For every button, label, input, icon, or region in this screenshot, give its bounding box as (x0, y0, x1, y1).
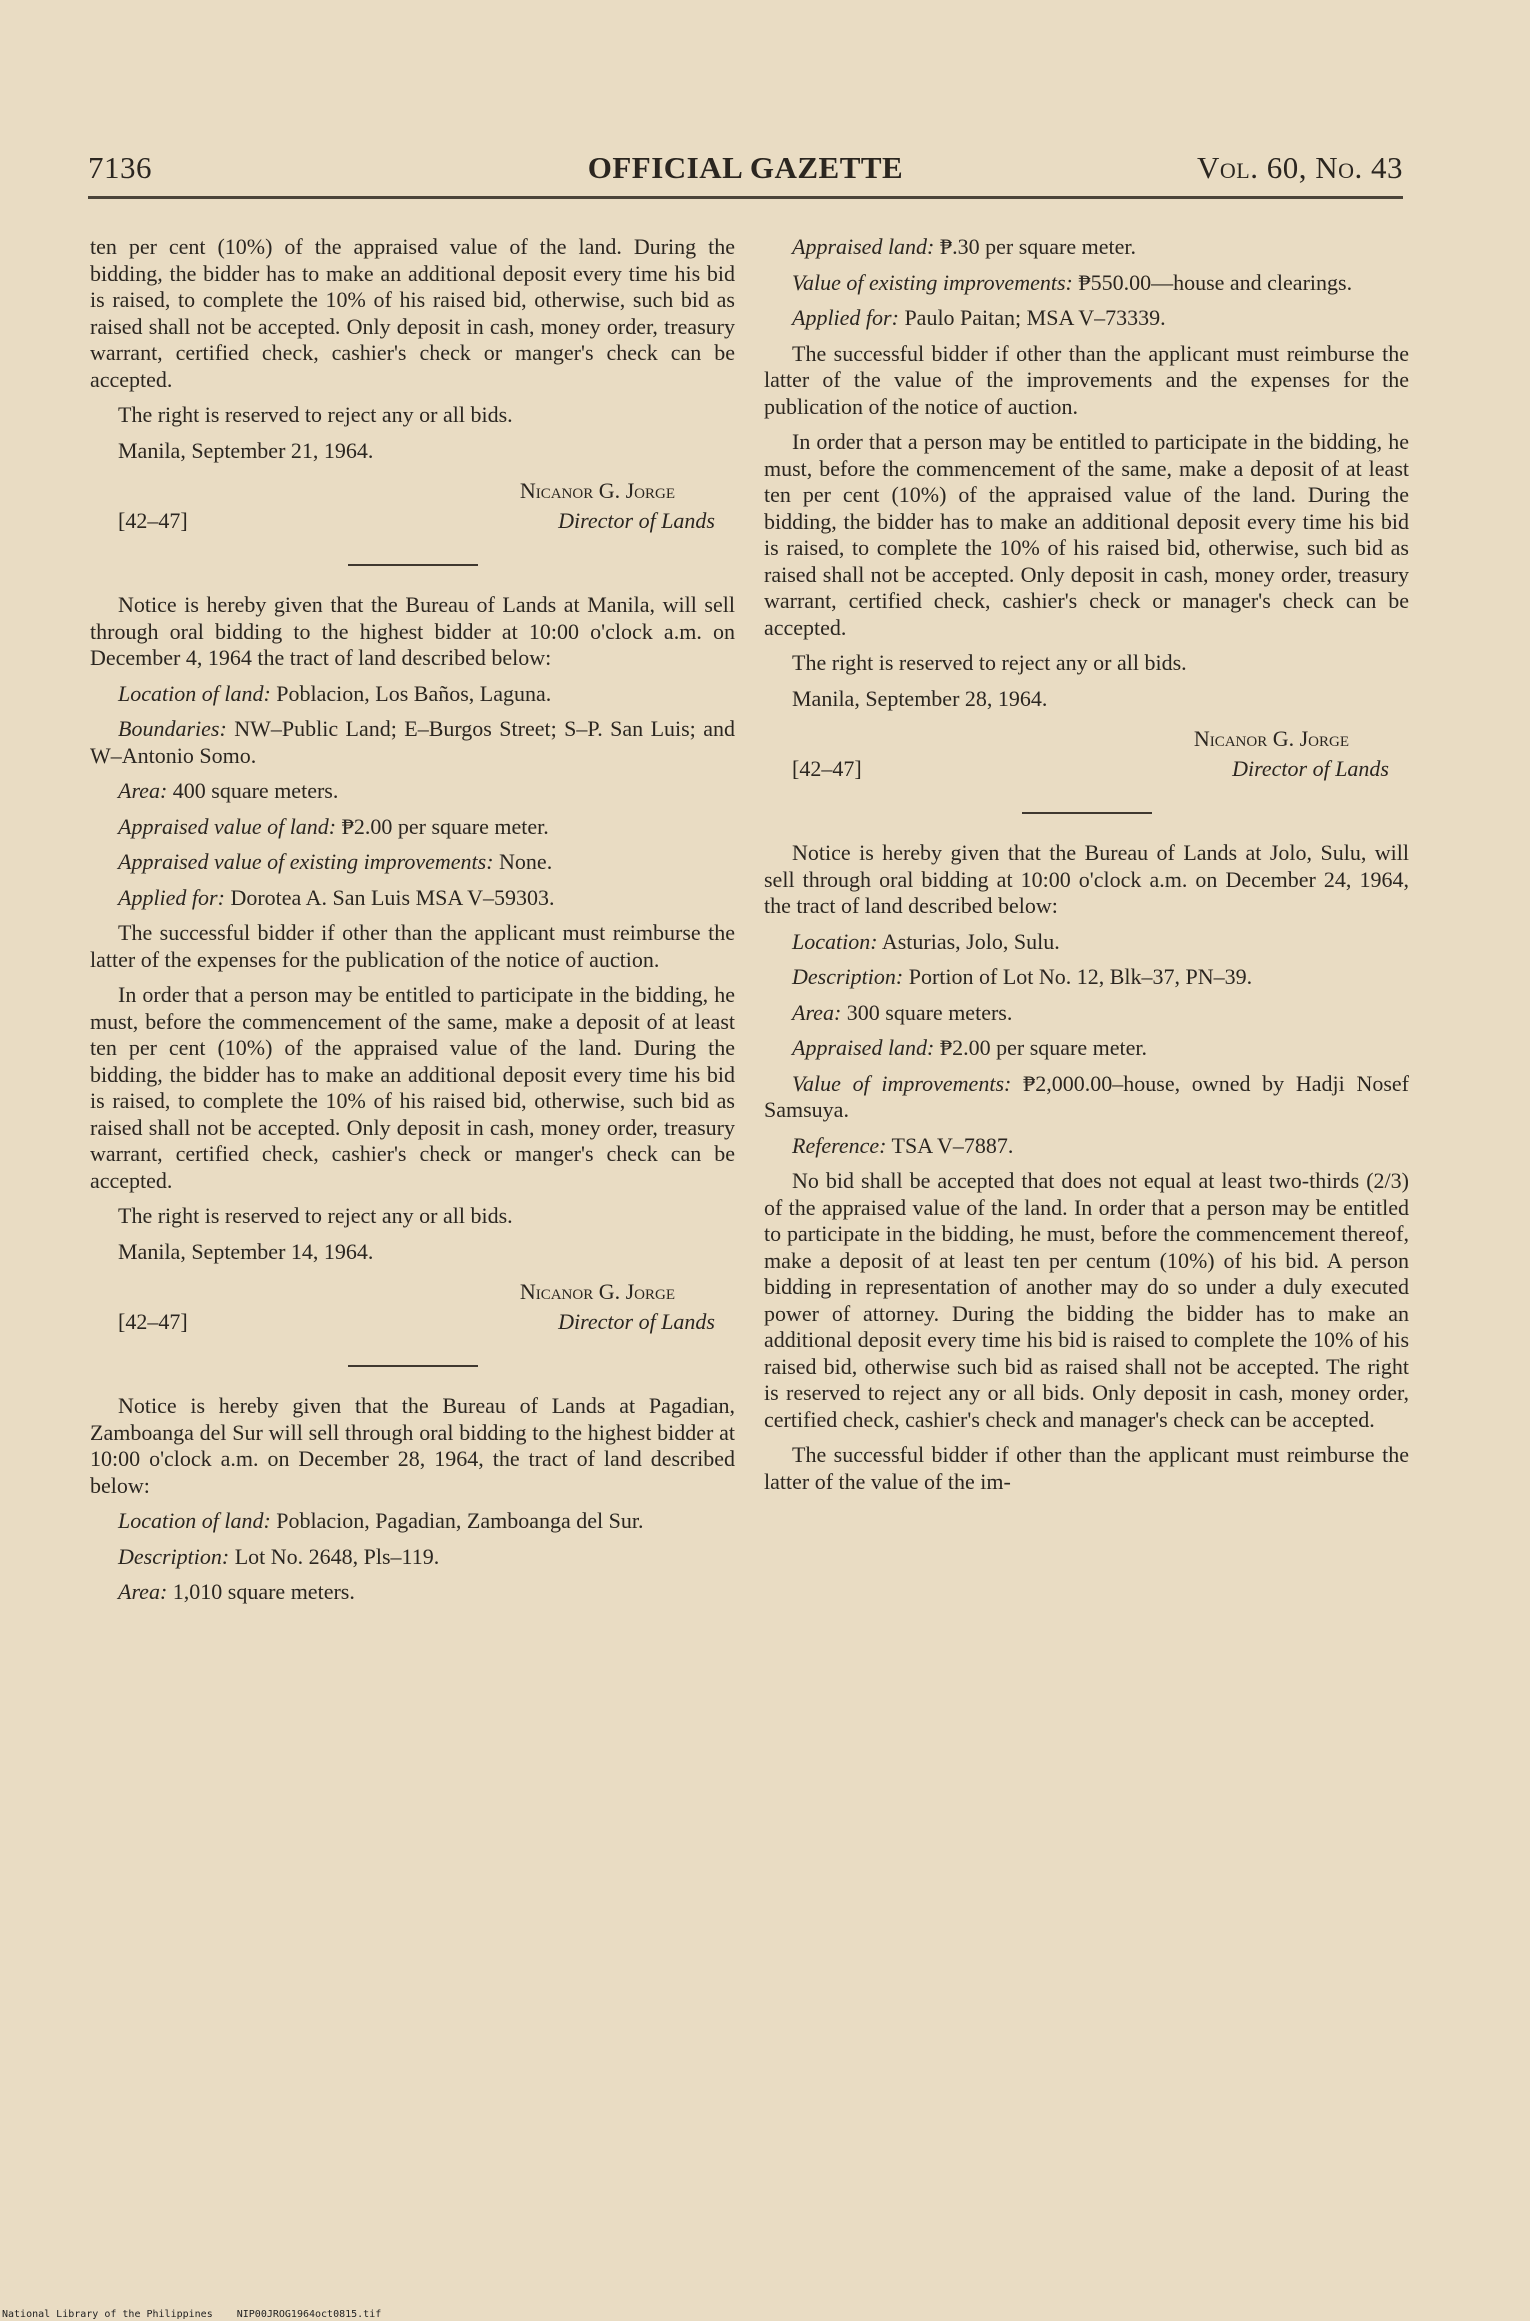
paragraph: In order that a person may be entitled to participate in the bidding, he must, before the commencement of the same, make a deposit of at least ten per cent (10%) of the appraised value of the land. During the bidding, the bidder has to make an additional deposit every time his bid is raised, to complete the 10% of his raised bid, otherwise, such bid as raised shall not be accepted. Only deposit in cash, money order, treasury warrant, certified check, cashier's check or manger's check can be accepted. (90, 982, 735, 1193)
signature-block (90, 1279, 735, 1339)
field-area: Area: 400 square meters. (118, 778, 339, 803)
issue-reference: [42–47] (792, 756, 862, 781)
signatory-name: Nicanor G. Jorge (519, 478, 675, 503)
field-boundaries: Boundaries: NW–Public Land; E–Burgos Street; S–P. San Luis; and W–Antonio Somo. (90, 716, 735, 768)
field-reference: Reference: TSA V–7887. (792, 1132, 1014, 1158)
page-header (88, 150, 1403, 194)
field-improvements: Appraised value of existing improvements: None. (118, 849, 553, 874)
date-line: Manila, September 14, 1964. (118, 1238, 374, 1264)
section-divider (1022, 812, 1152, 814)
page-number: 7136 (88, 150, 152, 185)
signatory-title: Director of Lands (558, 1309, 715, 1334)
notice-intro: Notice is hereby given that the Bureau of Lands at Manila, will sell through oral bidding to the highest bidder at 10:00 o'clock a.m. on December 4, 1964 the tract of land described below: (90, 592, 735, 670)
signature-block (90, 478, 735, 538)
scan-footer (2, 2309, 399, 2320)
signatory-name: Nicanor G. Jorge (519, 1279, 675, 1304)
right-column (764, 234, 1409, 1504)
field-area: Area: 300 square meters. (792, 999, 1013, 1025)
field-location: Location: Asturias, Jolo, Sulu. (792, 928, 1060, 954)
date-line: Manila, September 28, 1964. (792, 685, 1048, 711)
issue-reference: [42–47] (118, 508, 188, 533)
header-rule (88, 196, 1403, 199)
field-location: Location of land: Poblacion, Los Baños, Laguna. (118, 680, 552, 706)
field-improvements: Value of existing improvements: ₱550.00—house and clearings. (792, 269, 1353, 295)
field-location: Location of land: Poblacion, Pagadian, Zamboanga del Sur. (118, 1508, 644, 1533)
volume-number: Vol. 60, No. 43 (1197, 150, 1403, 185)
paragraph: The successful bidder if other than the applicant must reimburse the latter of the value of the improvements and the expenses for the publication of the notice of auction. (764, 340, 1409, 419)
field-applied-for: Applied for: Paulo Paitan; MSA V–73339. (792, 305, 1166, 330)
field-area: Area: 1,010 square meters. (118, 1579, 355, 1604)
paragraph: No bid shall be accepted that does not equal at least two-thirds (2/3) of the appraised value of the land. In order that a person may be entitled to participate in the bidding, he must, before the commencement thereof, make a deposit of at least ten per centum (10%) of his bid. A person bidding in representation of another may do so under a duly executed power of attorney. During the bidding the bidder has to make an additional deposit every time his bid is raised to complete the 10% of his raised bid, otherwise such bid as raised shall not be accepted. The right is reserved to reject any or all bids. Only deposit in cash, money order, certified check, cashier's check and manager's check can be accepted. (764, 1168, 1409, 1432)
field-applied-for: Applied for: Dorotea A. San Luis MSA V–59303. (118, 884, 555, 910)
signature-block (764, 726, 1409, 786)
paragraph: The right is reserved to reject any or all bids. (118, 1203, 513, 1228)
publication-title: OFFICIAL GAZETTE (587, 150, 904, 185)
field-description: Description: Lot No. 2648, Pls–119. (118, 1543, 440, 1569)
notice-intro: Notice is hereby given that the Bureau of Lands at Jolo, Sulu, will sell through oral bidding at 10:00 o'clock a.m. on December 24, 1964, the tract of land described below: (764, 840, 1409, 918)
notice-intro: Notice is hereby given that the Bureau of Lands at Pagadian, Zamboanga del Sur will sell through oral bidding to the highest bidder at 10:00 o'clock a.m. on December 28, 1964, the tract of land described below: (90, 1393, 735, 1498)
paragraph: The right is reserved to reject any or all bids. (792, 650, 1187, 675)
footer-source: National Library of the Philippines (2, 2309, 213, 2320)
paragraph: The successful bidder if other than the applicant must reimburse the latter of the value of the im- (764, 1442, 1409, 1494)
paragraph: The right is reserved to reject any or all bids. (118, 402, 513, 427)
field-appraised-land: Appraised land: ₱2.00 per square meter. (792, 1035, 1147, 1060)
date-line: Manila, September 21, 1964. (118, 437, 374, 463)
paragraph: The successful bidder if other than the applicant must reimburse the latter of the expenses for the publication of the notice of auction. (90, 920, 735, 972)
signatory-name: Nicanor G. Jorge (1193, 726, 1349, 751)
signatory-title: Director of Lands (558, 508, 715, 533)
field-description: Description: Portion of Lot No. 12, Blk–37, PN–39. (792, 964, 1253, 989)
footer-file: NIP00JROG1964oct0815.tif (236, 2309, 382, 2320)
field-appraised-land: Appraised land: ₱.30 per square meter. (792, 234, 1136, 259)
section-divider (348, 1365, 478, 1367)
paragraph: ten per cent (10%) of the appraised value of the land. During the bidding, the bidder has to make an additional deposit every time his bid is raised, to complete the 10% of his raised bid, otherwise, such bid as raised shall not be accepted. Only deposit in cash, money order, treasury warrant, certified check, cashier's check or manger's check can be accepted. (90, 234, 735, 392)
section-divider (348, 564, 478, 566)
paragraph: In order that a person may be entitled to participate in the bidding, he must, before the commencement of the same, make a deposit of at least ten per cent (10%) of the appraised value of the land. During the bidding, the bidder has to make an additional deposit every time his bid is raised, to complete the 10% of his raised bid, otherwise, such bid as raised shall not be accepted. Only deposit in cash, money order, treasury warrant, certified check, cashier's check or manager's check can be accepted. (764, 429, 1409, 640)
field-improvements: Value of improvements: ₱2,000.00–house, owned by Hadji Nosef Samsuya. (764, 1070, 1409, 1122)
left-column (90, 234, 735, 1615)
issue-reference: [42–47] (118, 1309, 188, 1334)
field-appraised-value: Appraised value of land: ₱2.00 per square meter. (118, 813, 549, 839)
signatory-title: Director of Lands (1232, 756, 1389, 781)
